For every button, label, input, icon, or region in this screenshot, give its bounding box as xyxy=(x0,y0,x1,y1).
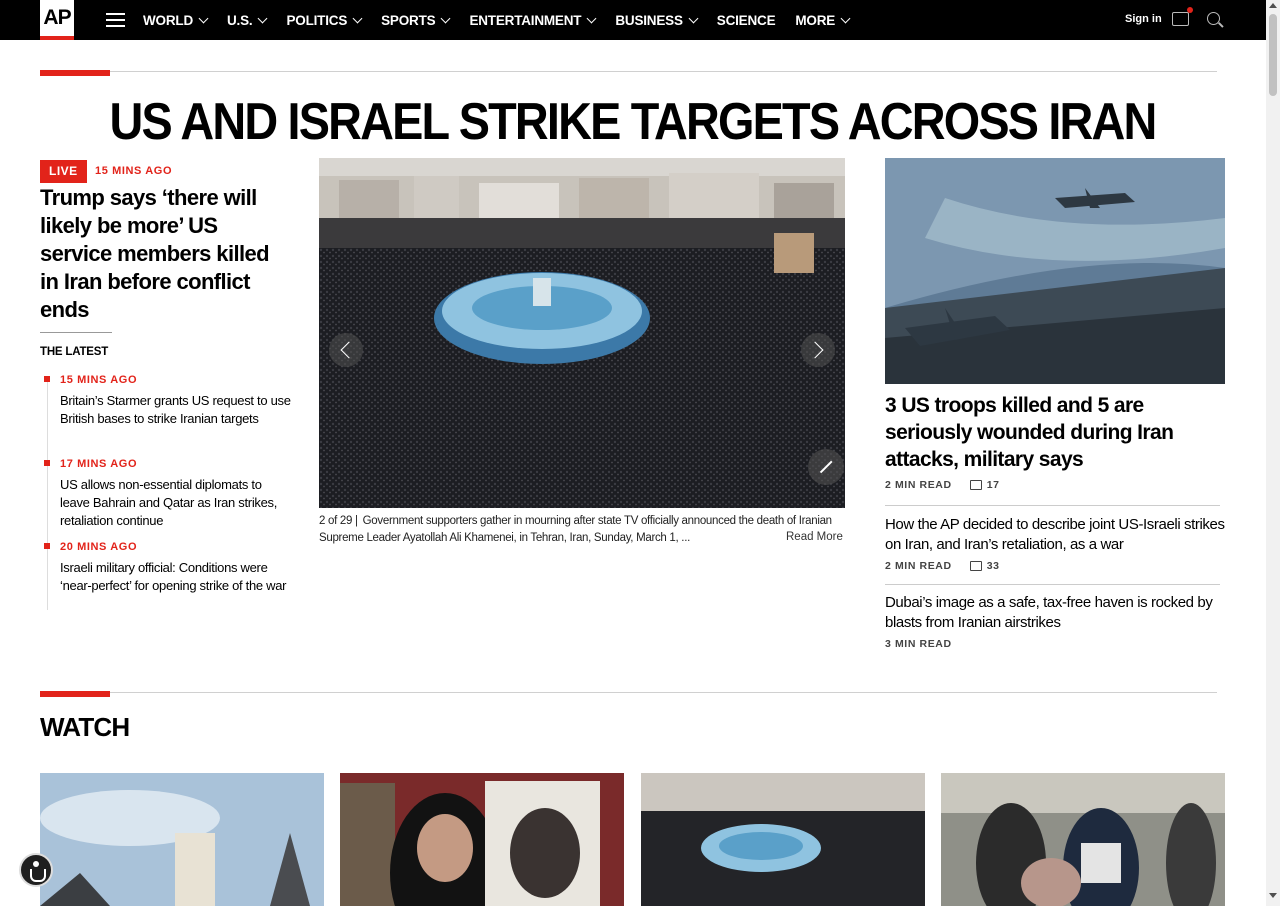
video-thumbnail[interactable] xyxy=(340,773,624,906)
comment-icon xyxy=(970,480,982,490)
video-thumbnail[interactable] xyxy=(941,773,1225,906)
latest-item[interactable] xyxy=(60,541,292,595)
chevron-down-icon xyxy=(441,13,451,23)
gallery-image[interactable] xyxy=(319,158,845,508)
divider xyxy=(885,505,1220,506)
section-divider xyxy=(40,692,1217,693)
section-divider xyxy=(40,71,1217,72)
live-badge: LIVE xyxy=(40,160,87,183)
scrollbar[interactable] xyxy=(1266,0,1280,906)
nav-item-world[interactable]: WORLD xyxy=(143,13,207,28)
story-meta xyxy=(885,479,1000,491)
story-title[interactable]: 3 US troops killed and 5 are seriously wounded during Iran attacks, military says xyxy=(885,394,1174,471)
section-accent-bar xyxy=(40,70,110,76)
read-time: 2 MIN READ xyxy=(885,560,952,572)
latest-time: 17 MINS AGO xyxy=(60,458,138,470)
gallery-caption xyxy=(319,513,835,547)
video-thumbnail[interactable] xyxy=(40,773,324,906)
divider xyxy=(40,332,112,333)
latest-time: 15 MINS AGO xyxy=(60,374,138,386)
bullet-icon xyxy=(44,460,50,466)
chevron-down-icon xyxy=(353,13,363,23)
comments-link[interactable] xyxy=(970,479,1000,491)
scroll-thumb[interactable] xyxy=(1269,14,1277,96)
chevron-down-icon xyxy=(587,13,597,23)
chevron-down-icon xyxy=(258,13,268,23)
watch-heading[interactable]: WATCH xyxy=(40,712,130,742)
story-title[interactable]: Dubai’s image as a safe, tax-free haven is rocked by blasts from Iranian airstrikes xyxy=(885,594,1213,631)
gallery-counter: 2 of 29 | xyxy=(319,515,358,527)
ap-logo[interactable] xyxy=(40,0,74,40)
read-time: 3 MIN READ xyxy=(885,638,952,650)
divider xyxy=(885,584,1220,585)
latest-item[interactable] xyxy=(60,374,292,428)
nav-item-sports[interactable]: SPORTS xyxy=(381,13,449,28)
chevron-down-icon xyxy=(688,13,698,23)
page-headline[interactable]: US AND ISRAEL STRIKE TARGETS ACROSS IRAN xyxy=(109,93,1156,151)
sign-in-link[interactable]: Sign in xyxy=(1125,13,1162,25)
logo-text: AP xyxy=(43,6,71,29)
nav-item-politics[interactable]: POLITICS xyxy=(286,13,361,28)
nav-item-more[interactable]: MORE xyxy=(795,13,849,28)
top-nav xyxy=(0,0,1266,40)
nav-item-entertainment[interactable]: ENTERTAINMENT xyxy=(469,13,595,28)
bullet-icon xyxy=(44,376,50,382)
scroll-down-arrow-icon[interactable] xyxy=(1269,893,1277,898)
latest-time: 20 MINS AGO xyxy=(60,541,138,553)
caption-text: Government supporters gather in mourning after state TV officially announced the death of Iranian Supreme Leader Ayatollah Ali Khamenei, in Tehran, Iran, Sunday, March 1, ... xyxy=(319,515,832,544)
live-timestamp: 15 MINS AGO xyxy=(95,165,173,177)
bullet-icon xyxy=(44,543,50,549)
lead-story-title[interactable]: Trump says ‘there will likely be more’ US service members killed in Iran before conflict ends xyxy=(40,185,269,322)
next-arrow-icon[interactable] xyxy=(801,333,835,367)
chevron-down-icon xyxy=(199,13,209,23)
story-image[interactable] xyxy=(885,158,1225,384)
search-icon[interactable] xyxy=(1207,12,1220,25)
scroll-up-arrow-icon[interactable] xyxy=(1269,3,1277,8)
story-meta xyxy=(885,638,952,650)
latest-item[interactable] xyxy=(60,458,292,530)
comments-link[interactable] xyxy=(970,560,1000,572)
section-accent-bar xyxy=(40,691,110,697)
latest-title[interactable]: Israeli military official: Conditions were ‘near-perfect’ for opening strike of the war xyxy=(60,560,287,593)
story-title[interactable]: How the AP decided to describe joint US-Israeli strikes on Iran, and Iran’s retaliation, as a war xyxy=(885,516,1225,553)
comment-count: 33 xyxy=(986,560,1000,572)
comment-count: 17 xyxy=(986,479,1000,491)
latest-title[interactable]: US allows non-essential diplomats to leave Bahrain and Qatar as Iran strikes, retaliation continue xyxy=(60,477,278,528)
read-more-link[interactable]: Read More xyxy=(782,531,843,543)
video-thumbnail[interactable] xyxy=(641,773,925,906)
read-time: 2 MIN READ xyxy=(885,479,952,491)
nav-items xyxy=(143,0,869,40)
nav-item-business[interactable]: BUSINESS xyxy=(615,13,696,28)
latest-title[interactable]: Britain’s Starmer grants US request to use British bases to strike Iranian targets xyxy=(60,393,291,426)
latest-label: THE LATEST xyxy=(40,346,109,358)
menu-icon[interactable] xyxy=(106,13,125,27)
accessibility-icon[interactable] xyxy=(19,853,53,887)
chevron-down-icon xyxy=(841,13,851,23)
chat-icon[interactable] xyxy=(1172,12,1189,26)
comment-icon xyxy=(970,561,982,571)
nav-item-us[interactable]: U.S. xyxy=(227,13,266,28)
nav-item-science[interactable]: SCIENCE xyxy=(716,12,776,28)
expand-icon[interactable] xyxy=(808,449,844,485)
story-meta xyxy=(885,560,1000,572)
timeline-line xyxy=(47,380,48,610)
previous-arrow-icon[interactable] xyxy=(329,333,363,367)
